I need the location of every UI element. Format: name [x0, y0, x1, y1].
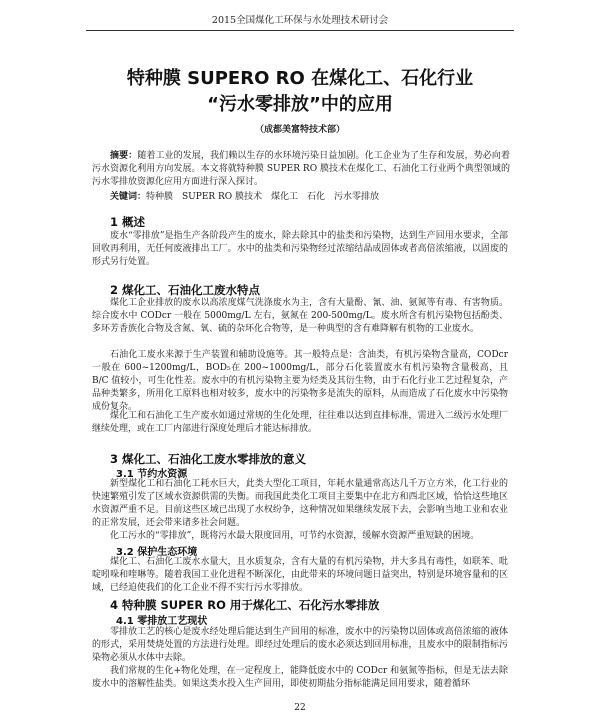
page-number: 22 [294, 703, 306, 713]
title-line-1: 特种膜 SUPERΟ RO 在煤化工、石化行业 [126, 68, 474, 89]
section-2-paragraph-2: 石油化工废水来源于生产装置和辅助设施等。其一般特点是：含油类，有机污染物含量高，CODcr 一般在 600~1200mg/L，BOD₅在 200~1000mg/L，部分石化装置废水有机污染物含量极高，且 B/C 值较小，可生化性差。废水中的有机污染物主要为烃类及其衍生物，由于石化行业工艺过程复杂，产品种类繁多，所用化工原料也相对较多，废水中的污染物多是流失的原料，从而造成了石化废水中污染物成份复杂。 [92, 350, 508, 412]
section-1-paragraph: 废水“零排放”是指生产各阶段产生的废水，除去除其中的盐类和污染物，达到生产回用水要求，全部回收再利用，无任何废液排出工厂。水中的盐类和污染物经过浓缩结晶成固体或者高倍浓缩液，以固废的形式另行处置。 [92, 231, 508, 267]
subsection-3-2-paragraph: 煤化工、石油化工废水水量大，且水质复杂，含有大量的有机污染物，并大多具有毒性，如联苯、吡啶吲哚和喹啉等。随着我国工业化进程不断深化，由此带来的环境问题日益突出，特别是环境容量和的区域，已经迫使我们的化工企业不得不实行污水零排放。 [92, 557, 508, 593]
author-affiliation: （成都美富特技术部） [254, 125, 345, 135]
abstract [92, 150, 510, 189]
abstract-label: 摘要： [110, 151, 138, 161]
keywords [92, 191, 510, 204]
subsection-4-1-paragraph-1: 零排放工艺的核心是废水经处理后能达到生产回用的标准，废水中的污染物以固体或高倍浓缩的液体的形式，采用焚烧处置的方法进行处理。即经过处理后的废水必须达到回用标准，且废水中的限制指标污染物必须从水体中去除。 [92, 627, 508, 663]
section-2-paragraph-3: 煤化工和石油化工生产废水如通过常规的生化处理，往往难以达到直排标准，需进入二级污水处理厂继续处理，或在工厂内部进行深度处理后才能达标排放。 [92, 411, 508, 434]
keywords-label: 关键词： [110, 192, 147, 202]
keywords-text: 特种膜 SUPER RO 膜技术 煤化工 石化 污水零排放 [146, 192, 380, 202]
subsection-heading-4-1: 4.1 零排放工艺现状 [116, 616, 208, 627]
subsection-heading-3-1: 3.1 节约水资源 [116, 469, 188, 480]
subsection-heading-3-2: 3.2 保护生态环境 [116, 547, 198, 558]
section-heading-1: 1 概述 [110, 215, 146, 229]
subsection-4-1-paragraph-2: 我们常规的生化+物化处理，在一定程度上，能降低废水中的 CODcr 和氨氮等指标，但是无法去除废水中的溶解性盐类。如果这类水投入生产回用，即使初期盐分指标能满足回用要求，随着循环 [92, 666, 508, 689]
section-heading-4: 4 特种膜 SUPER RO 用于煤化工、石化污水零排放 [110, 598, 380, 612]
section-heading-2: 2 煤化工、石油化工废水特点 [110, 283, 261, 297]
subsection-3-1-paragraph-1: 新型煤化工和石油化工耗水巨大，此类大型化工项目，年耗水量通常高达几千万立方米，化工行业的快速繁殖引发了区域水资源供需的失衡。而我国此类化工项目主要集中在北方和西北区域，恰恰这些地区水资源严重不足。目前这些区域已出现了水权纷争，这种情况如果继续发展下去，会影响当地工业和农业的正常发展，还会带来诸多社会问题。 [92, 479, 508, 528]
section-2-paragraph-1: 煤化工企业排放的废水以高浓度煤气洗涤废水为主，含有大量酚、氰、油、氨氮等有毒、有害物质。综合废水中 CODcr 一般在 5000mg/L 左右，氨氮在 200-500mg/L。废水所含有机污染物包括酚类、多环芳香族化合物及含氮、氧、硫的杂环化合物等，是一种典型的含有难降解有机物的工业废水。 [92, 298, 508, 334]
section-heading-3: 3 煤化工、石油化工废水零排放的意义 [110, 452, 307, 466]
title-line-2: “污水零排放”中的应用 [207, 94, 393, 115]
abstract-text: 随着工业的发展，我们赖以生存的水环境污染日益加剧。化工企业为了生存和发展，势必向着污水资源化利用方向发展。本文将就特种膜 SUPER RO 膜技术在煤化工、石油化工行业两个典型领域的污水零排放资源化应用方面进行深入探讨。 [92, 151, 510, 187]
running-head: 2015全国煤化工环保与水处理技术研讨会 [211, 15, 389, 26]
header-rule [86, 30, 514, 31]
subsection-3-1-paragraph-2: 化工污水的“零排放”，既将污水最大限度回用，可节约水资源，缓解水资源严重短缺的困境。 [110, 531, 480, 541]
